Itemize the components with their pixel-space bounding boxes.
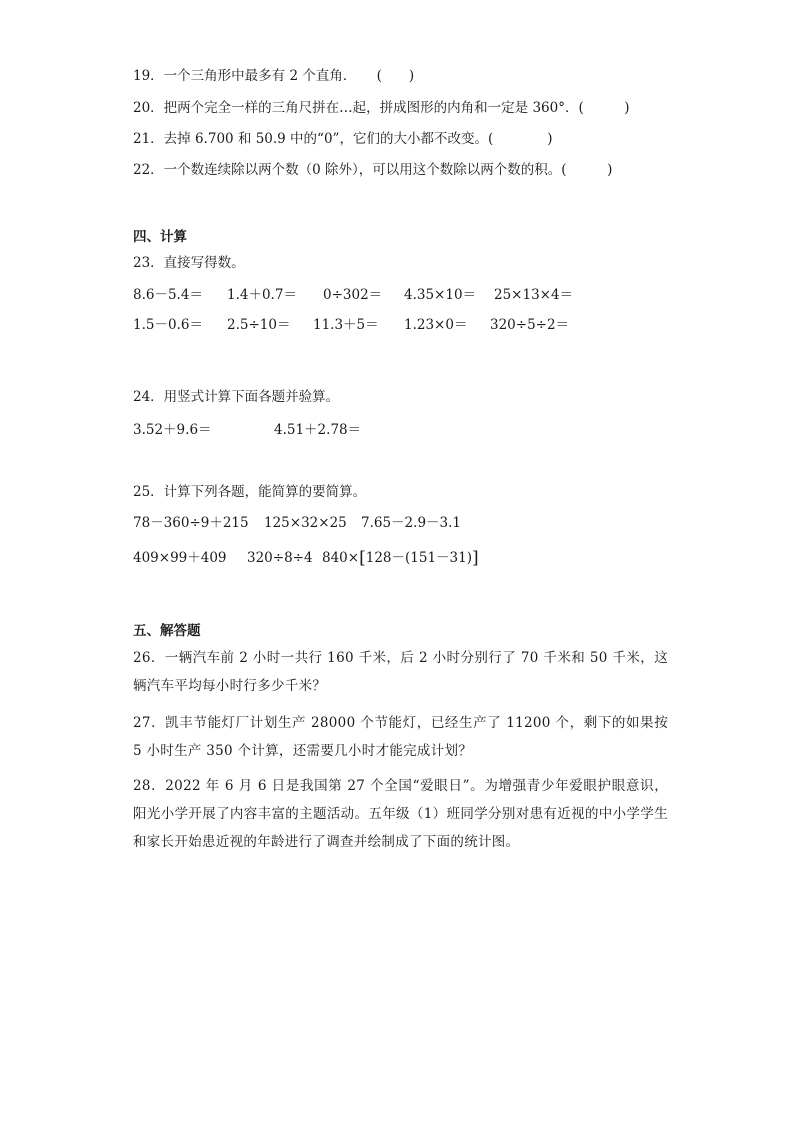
question-21: 21．去掉 6.700 和 50.9 中的“0”，它们的大小都不改变。( ) — [133, 131, 553, 147]
question-23: 23．直接写得数。 — [133, 255, 245, 271]
q24-item: 3.52＋9.6＝ — [133, 422, 212, 438]
q23-item: 25×13×4＝ — [494, 287, 574, 303]
q23-item: 2.5÷10＝ — [227, 317, 291, 333]
q23-item: 0÷302＝ — [323, 287, 383, 303]
question-19: 19．一个三角形中最多有 2 个直角． ( ) — [133, 68, 415, 84]
q23-item: 320÷5÷2＝ — [490, 317, 570, 333]
q23-item: 11.3＋5＝ — [313, 317, 379, 333]
question-22: 22．一个数连续除以两个数（0 除外），可以用这个数除以两个数的积。( ) — [133, 162, 613, 178]
q23-item: 8.6－5.4＝ — [133, 287, 203, 303]
question-24: 24．用竖式计算下面各题并验算。 — [133, 389, 340, 405]
q25-item-bracket-expression — [322, 548, 479, 568]
q25-item: 7.65－2.9－3.1 — [361, 515, 461, 531]
q23-item: 1.5－0.6＝ — [133, 317, 203, 333]
question-27: 27．凯丰节能灯厂计划生产 28000 个节能灯，已经生产了 11200 个，剩下的如果按 5 小时生产 350 个计算，还需要几小时才能完成计划？ — [133, 715, 668, 759]
question-20: 20．把两个完全一样的三角尺拼在…起，拼成图形的内角和一定是 360°．( ) — [133, 100, 630, 116]
section-heading-word-problems: 五、解答题 — [133, 623, 201, 639]
q25-expr-open-bracket: [ — [359, 548, 366, 568]
q23-item: 4.35×10＝ — [404, 287, 477, 303]
q25-expr-inner: 128－(151－31) — [365, 550, 472, 566]
q25-item: 320÷8÷4 — [247, 550, 313, 566]
question-25: 25．计算下列各题，能简算的要简算。 — [133, 484, 367, 500]
q25-item: 409×99＋409 — [133, 550, 227, 566]
q25-expr-prefix: 840× — [322, 550, 360, 566]
q23-item: 1.23×0＝ — [404, 317, 468, 333]
question-26: 26．一辆汽车前 2 小时一共行 160 千米，后 2 小时分别行了 70 千米和 50 千米，这辆汽车平均每小时行多少千米？ — [133, 650, 668, 694]
question-28: 28．2022 年 6 月 6 日是我国第 27 个全国“爱眼日”。为增强青少年爱眼护眼意识，阳光小学开展了内容丰富的主题活动。五年级（1）班同学分别对患有近视的中小学学生和家长开始患近视的年龄进行了调查并绘制成了下面的统计图。 — [133, 778, 668, 850]
q24-item: 4.51＋2.78＝ — [274, 422, 362, 438]
section-heading-calculation: 四、计算 — [133, 229, 187, 245]
q25-item: 125×32×25 — [264, 515, 347, 531]
q25-item: 78－360÷9＋215 — [133, 515, 249, 531]
q25-expr-close-bracket: ] — [471, 548, 479, 568]
q23-item: 1.4＋0.7＝ — [227, 287, 297, 303]
